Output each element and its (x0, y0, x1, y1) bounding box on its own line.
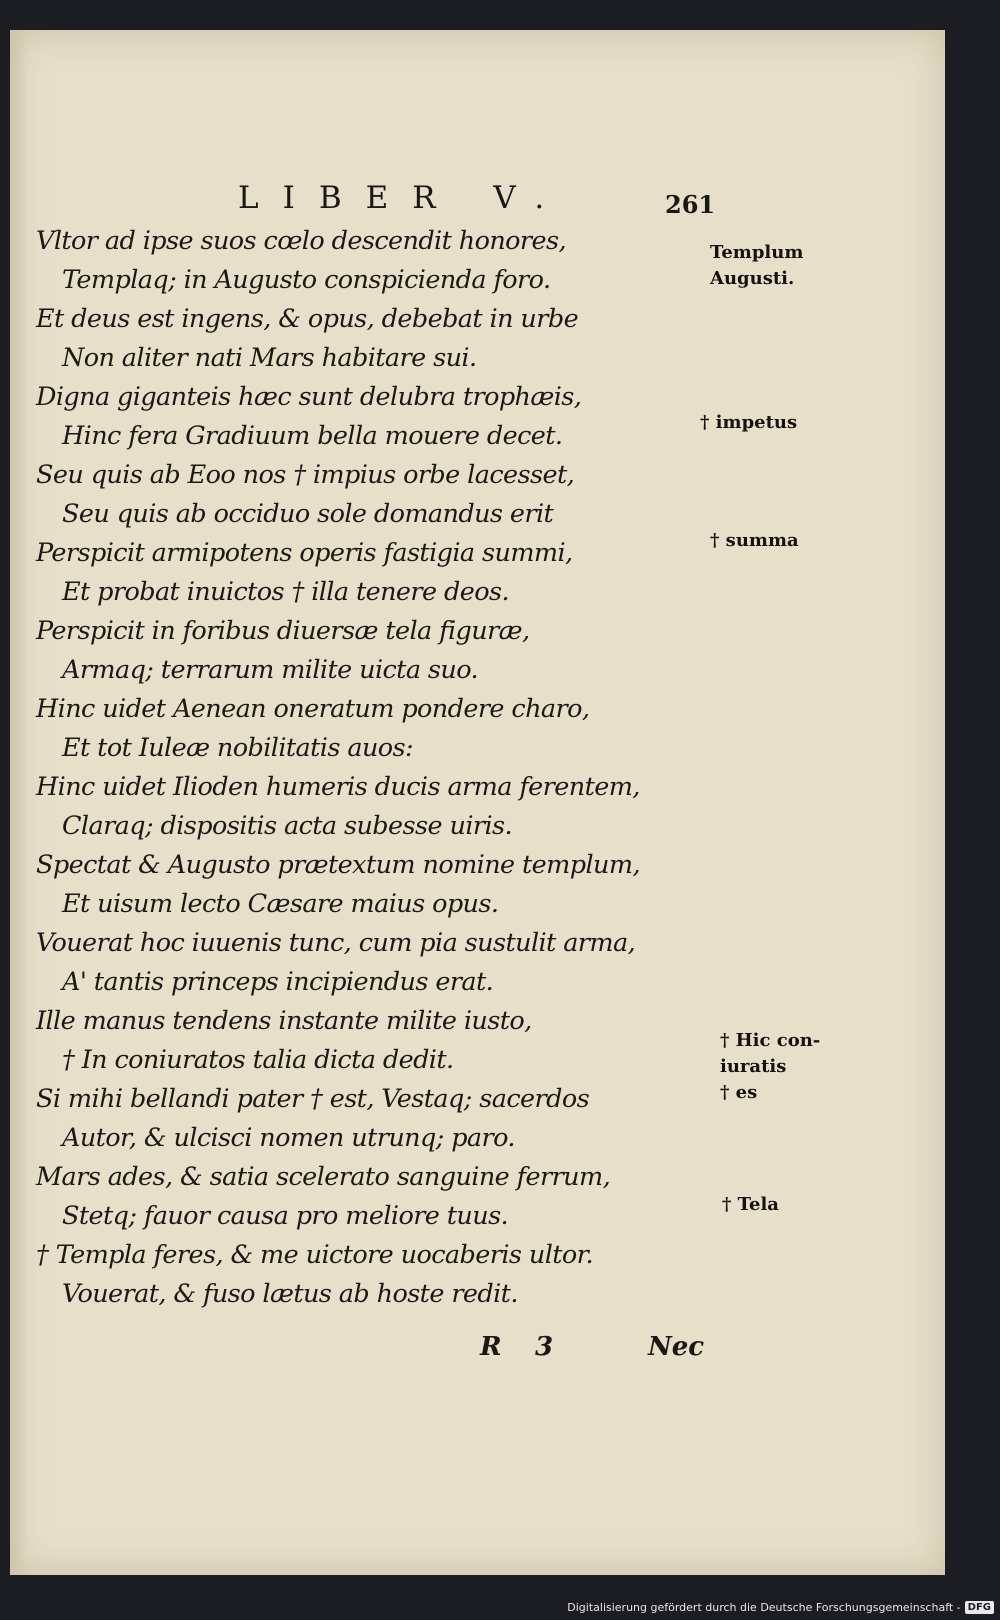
verse-line: Perspicit armipotens operis fastigia summi, (36, 538, 573, 568)
marginal-note-impetus: † impetus (700, 412, 798, 433)
verse-line: Mars ades, & satia scelerato sanguine ferrum, (36, 1162, 611, 1192)
verse-line: † In coniuratos talia dicta dedit. (62, 1045, 454, 1075)
catchword: Nec (648, 1332, 705, 1362)
verse-line: Et deus est ingens, & opus, debebat in urbe (36, 304, 579, 334)
verse-line: Vltor ad ipse suos cœlo descendit honores, (36, 226, 566, 256)
verse-line: † Templa feres, & me uictore uocaberis ultor. (36, 1240, 593, 1270)
verse-line: Templaq; in Augusto conspicienda foro. (62, 265, 551, 295)
signature-mark: R (480, 1332, 502, 1362)
verse-line: Non aliter nati Mars habitare sui. (62, 343, 477, 373)
book-page (10, 30, 945, 1575)
verse-line: Seu quis ab Eoo nos † impius orbe lacesset, (36, 460, 575, 490)
verse-line: Autor, & ulcisci nomen utrunq; paro. (62, 1123, 515, 1153)
verse-line: Hinc uidet Ilioden humeris ducis arma ferentem, (36, 772, 640, 802)
verse-line: Vouerat, & fuso lætus ab hoste redit. (62, 1279, 518, 1309)
verse-line: Claraq; dispositis acta subesse uiris. (62, 811, 513, 841)
verse-line: Et probat inuictos † illa tenere deos. (62, 577, 509, 607)
verse-line: Si mihi bellandi pater † est, Vestaq; sacerdos (36, 1084, 590, 1114)
marginal-note-templum: Templum Augusti. (710, 242, 804, 289)
verse-line: Et tot Iuleæ nobilitatis auos: (62, 733, 414, 763)
verse-line: Stetq; fauor causa pro meliore tuus. (62, 1201, 509, 1231)
verse-line: Hinc uidet Aenean oneratum pondere charo, (36, 694, 590, 724)
verse-line: Armaq; terrarum milite uicta suo. (62, 655, 479, 685)
verse-line: Hinc fera Gradiuum bella mouere decet. (62, 421, 563, 451)
verse-line: A' tantis princeps incipiendus erat. (62, 967, 494, 997)
verse-block (36, 222, 676, 1314)
page-number: 261 (665, 190, 716, 219)
marginal-note-tela: † Tela (722, 1194, 779, 1215)
digitization-footer (567, 1601, 994, 1614)
running-head: LIBER V. (238, 180, 569, 216)
verse-line: Et uisum lecto Cæsare maius opus. (62, 889, 499, 919)
marginal-note-summa: † summa (710, 530, 799, 551)
verse-line: Seu quis ab occiduo sole domandus erit (62, 499, 554, 529)
verse-line: Ille manus tendens instante milite iusto, (36, 1006, 532, 1036)
footer-credit: Digitalisierung gefördert durch die Deutsche Forschungsgemeinschaft - (567, 1601, 961, 1614)
page-edge-shadow (10, 30, 28, 1575)
verse-line: Vouerat hoc iuuenis tunc, cum pia sustulit arma, (36, 928, 636, 958)
verse-line: Perspicit in foribus diuersæ tela figuræ, (36, 616, 530, 646)
verse-line: Digna giganteis hæc sunt delubra trophæis, (36, 382, 582, 412)
marginal-note-hic-coniuratis: † Hic con- iuratis † es (720, 1030, 821, 1103)
verse-line: Spectat & Augusto prætextum nomine templum, (36, 850, 640, 880)
signature-number: 3 (535, 1332, 554, 1362)
dfg-logo-icon: DFG (965, 1601, 994, 1614)
